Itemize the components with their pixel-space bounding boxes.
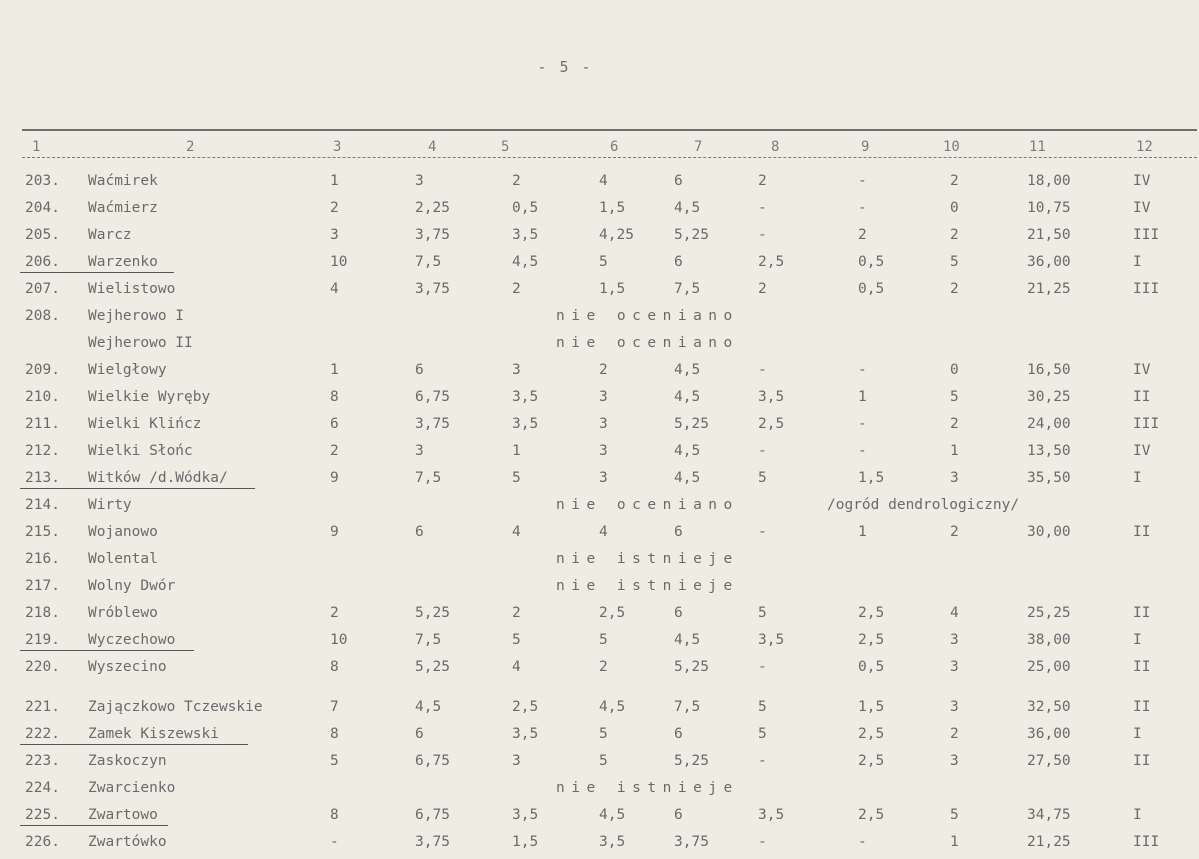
row-number: 222. bbox=[25, 726, 60, 742]
score-col-9: 1,5 bbox=[858, 699, 885, 715]
column-header-1: 1 bbox=[32, 139, 41, 155]
column-header-5: 5 bbox=[501, 139, 510, 155]
score-col-12: III bbox=[1133, 416, 1160, 432]
score-col-6: 5 bbox=[599, 726, 608, 742]
score-col-4: 2,25 bbox=[415, 200, 450, 216]
score-col-12: II bbox=[1133, 389, 1151, 405]
score-col-9: 0,5 bbox=[858, 254, 885, 270]
row-number: 206. bbox=[25, 254, 60, 270]
table-row bbox=[0, 492, 1199, 518]
table-row bbox=[0, 330, 1199, 356]
score-col-8: - bbox=[758, 659, 767, 675]
score-col-12: II bbox=[1133, 699, 1151, 715]
table-row bbox=[0, 384, 1199, 410]
score-col-3: 10 bbox=[330, 632, 348, 648]
score-col-3: 2 bbox=[330, 200, 339, 216]
score-col-12: I bbox=[1133, 254, 1142, 270]
score-col-3: 2 bbox=[330, 443, 339, 459]
score-col-5: 1,5 bbox=[512, 834, 539, 850]
score-col-8: 5 bbox=[758, 470, 767, 486]
score-col-10: 2 bbox=[950, 281, 959, 297]
score-col-9: 2,5 bbox=[858, 807, 885, 823]
table-row bbox=[0, 829, 1199, 855]
table-row bbox=[0, 573, 1199, 599]
score-col-11: 25,00 bbox=[1027, 659, 1071, 675]
status-note: nie istnieje bbox=[556, 780, 739, 796]
score-col-3: 6 bbox=[330, 416, 339, 432]
score-col-6: 5 bbox=[599, 632, 608, 648]
score-col-10: 3 bbox=[950, 699, 959, 715]
score-col-8: 2,5 bbox=[758, 416, 785, 432]
score-col-7: 6 bbox=[674, 605, 683, 621]
score-col-5: 3,5 bbox=[512, 726, 539, 742]
score-col-10: 1 bbox=[950, 443, 959, 459]
row-underline bbox=[20, 488, 255, 489]
score-col-5: 3,5 bbox=[512, 389, 539, 405]
score-col-6: 1,5 bbox=[599, 281, 626, 297]
row-number: 224. bbox=[25, 780, 60, 796]
score-col-4: 7,5 bbox=[415, 632, 442, 648]
score-col-6: 2 bbox=[599, 362, 608, 378]
row-number: 216. bbox=[25, 551, 60, 567]
score-col-7: 5,25 bbox=[674, 416, 709, 432]
score-col-5: 4 bbox=[512, 659, 521, 675]
score-col-3: - bbox=[330, 834, 339, 850]
table-row bbox=[0, 303, 1199, 329]
table-row bbox=[0, 357, 1199, 383]
score-col-12: II bbox=[1133, 605, 1151, 621]
score-col-6: 2,5 bbox=[599, 605, 626, 621]
score-col-10: 1 bbox=[950, 834, 959, 850]
estate-name: Zwartówko bbox=[88, 834, 167, 850]
score-col-3: 5 bbox=[330, 753, 339, 769]
score-col-4: 6,75 bbox=[415, 753, 450, 769]
score-col-11: 25,25 bbox=[1027, 605, 1071, 621]
score-col-11: 32,50 bbox=[1027, 699, 1071, 715]
estate-name: Wejherowo II bbox=[88, 335, 193, 351]
score-col-12: IV bbox=[1133, 200, 1151, 216]
score-col-8: 5 bbox=[758, 699, 767, 715]
score-col-10: 0 bbox=[950, 362, 959, 378]
table-row bbox=[0, 802, 1199, 828]
score-col-10: 2 bbox=[950, 227, 959, 243]
table-row bbox=[0, 438, 1199, 464]
score-col-7: 5,25 bbox=[674, 227, 709, 243]
score-col-12: I bbox=[1133, 470, 1142, 486]
score-col-5: 2 bbox=[512, 605, 521, 621]
estate-name: Wirty bbox=[88, 497, 132, 513]
score-col-10: 3 bbox=[950, 659, 959, 675]
score-col-11: 21,50 bbox=[1027, 227, 1071, 243]
score-col-11: 21,25 bbox=[1027, 281, 1071, 297]
estate-name: Zwarcienko bbox=[88, 780, 176, 796]
estate-name: Wyczechowo bbox=[88, 632, 176, 648]
score-col-7: 7,5 bbox=[674, 699, 701, 715]
table-row bbox=[0, 546, 1199, 572]
row-number: 209. bbox=[25, 362, 60, 378]
row-number: 213. bbox=[25, 470, 60, 486]
score-col-6: 2 bbox=[599, 659, 608, 675]
score-col-6: 3 bbox=[599, 443, 608, 459]
score-col-7: 5,25 bbox=[674, 753, 709, 769]
score-col-8: - bbox=[758, 524, 767, 540]
estate-name: Wolny Dwór bbox=[88, 578, 176, 594]
estate-name: Wolental bbox=[88, 551, 158, 567]
score-col-4: 3,75 bbox=[415, 416, 450, 432]
page-number: - 5 - bbox=[537, 58, 593, 76]
score-col-12: I bbox=[1133, 632, 1142, 648]
score-col-3: 8 bbox=[330, 389, 339, 405]
score-col-9: 2,5 bbox=[858, 726, 885, 742]
score-col-9: - bbox=[858, 834, 867, 850]
score-col-9: 1 bbox=[858, 524, 867, 540]
score-col-6: 4 bbox=[599, 173, 608, 189]
estate-name: Wielkie Wyręby bbox=[88, 389, 211, 405]
score-col-11: 16,50 bbox=[1027, 362, 1071, 378]
estate-name: Wejherowo I bbox=[88, 308, 185, 324]
score-col-10: 2 bbox=[950, 726, 959, 742]
score-col-7: 6 bbox=[674, 173, 683, 189]
score-col-3: 1 bbox=[330, 362, 339, 378]
score-col-6: 3 bbox=[599, 416, 608, 432]
row-number: 207. bbox=[25, 281, 60, 297]
score-col-9: 2,5 bbox=[858, 605, 885, 621]
score-col-3: 9 bbox=[330, 524, 339, 540]
score-col-10: 5 bbox=[950, 807, 959, 823]
score-col-5: 4,5 bbox=[512, 254, 539, 270]
row-underline bbox=[20, 744, 248, 745]
score-col-11: 36,00 bbox=[1027, 726, 1071, 742]
score-col-12: III bbox=[1133, 834, 1160, 850]
table-row bbox=[0, 694, 1199, 720]
score-col-9: 2,5 bbox=[858, 632, 885, 648]
score-col-10: 3 bbox=[950, 632, 959, 648]
table-row bbox=[0, 276, 1199, 302]
score-col-6: 4,25 bbox=[599, 227, 634, 243]
score-col-12: III bbox=[1133, 281, 1160, 297]
estate-name: Wielki Słońc bbox=[88, 443, 193, 459]
score-col-4: 6 bbox=[415, 524, 424, 540]
score-col-10: 2 bbox=[950, 524, 959, 540]
score-col-8: - bbox=[758, 443, 767, 459]
score-col-5: 5 bbox=[512, 470, 521, 486]
score-col-10: 2 bbox=[950, 416, 959, 432]
column-header-12: 12 bbox=[1136, 139, 1153, 155]
column-header-3: 3 bbox=[333, 139, 342, 155]
score-col-6: 5 bbox=[599, 254, 608, 270]
column-header-10: 10 bbox=[943, 139, 960, 155]
row-number: 212. bbox=[25, 443, 60, 459]
score-col-7: 6 bbox=[674, 807, 683, 823]
score-col-5: 2,5 bbox=[512, 699, 539, 715]
row-number: 211. bbox=[25, 416, 60, 432]
score-col-11: 36,00 bbox=[1027, 254, 1071, 270]
score-col-8: 3,5 bbox=[758, 389, 785, 405]
score-col-8: 5 bbox=[758, 605, 767, 621]
score-col-7: 4,5 bbox=[674, 632, 701, 648]
row-number: 220. bbox=[25, 659, 60, 675]
table-row bbox=[0, 654, 1199, 680]
score-col-7: 6 bbox=[674, 524, 683, 540]
score-col-4: 6,75 bbox=[415, 389, 450, 405]
table-row bbox=[0, 168, 1199, 194]
table-row bbox=[0, 600, 1199, 626]
score-col-8: 3,5 bbox=[758, 807, 785, 823]
score-col-12: II bbox=[1133, 659, 1151, 675]
score-col-10: 2 bbox=[950, 173, 959, 189]
score-col-6: 4 bbox=[599, 524, 608, 540]
estate-name: Zwartowo bbox=[88, 807, 158, 823]
status-note: nie oceniano bbox=[556, 497, 739, 513]
status-note-extra: /ogród dendrologiczny/ bbox=[827, 497, 1020, 513]
score-col-11: 34,75 bbox=[1027, 807, 1071, 823]
score-col-7: 5,25 bbox=[674, 659, 709, 675]
score-col-3: 4 bbox=[330, 281, 339, 297]
score-col-9: 2,5 bbox=[858, 753, 885, 769]
score-col-5: 3 bbox=[512, 753, 521, 769]
row-number: 218. bbox=[25, 605, 60, 621]
column-header-9: 9 bbox=[861, 139, 870, 155]
score-col-3: 8 bbox=[330, 659, 339, 675]
row-number: 219. bbox=[25, 632, 60, 648]
score-col-5: 3 bbox=[512, 362, 521, 378]
table-row bbox=[0, 519, 1199, 545]
score-col-11: 24,00 bbox=[1027, 416, 1071, 432]
row-number: 210. bbox=[25, 389, 60, 405]
score-col-12: I bbox=[1133, 807, 1142, 823]
score-col-4: 3,75 bbox=[415, 281, 450, 297]
score-col-12: I bbox=[1133, 726, 1142, 742]
row-number: 217. bbox=[25, 578, 60, 594]
score-col-11: 10,75 bbox=[1027, 200, 1071, 216]
score-col-3: 2 bbox=[330, 605, 339, 621]
row-number: 225. bbox=[25, 807, 60, 823]
score-col-6: 3 bbox=[599, 389, 608, 405]
score-col-8: 3,5 bbox=[758, 632, 785, 648]
score-col-11: 27,50 bbox=[1027, 753, 1071, 769]
estate-name: Waćmierz bbox=[88, 200, 158, 216]
score-col-5: 4 bbox=[512, 524, 521, 540]
column-header-7: 7 bbox=[694, 139, 703, 155]
score-col-10: 3 bbox=[950, 753, 959, 769]
score-col-6: 5 bbox=[599, 753, 608, 769]
row-number: 203. bbox=[25, 173, 60, 189]
score-col-9: - bbox=[858, 200, 867, 216]
score-col-6: 1,5 bbox=[599, 200, 626, 216]
score-col-9: 0,5 bbox=[858, 659, 885, 675]
score-col-3: 8 bbox=[330, 726, 339, 742]
score-col-11: 30,25 bbox=[1027, 389, 1071, 405]
score-col-7: 6 bbox=[674, 254, 683, 270]
score-col-5: 0,5 bbox=[512, 200, 539, 216]
row-underline bbox=[20, 272, 174, 273]
score-col-5: 1 bbox=[512, 443, 521, 459]
score-col-5: 2 bbox=[512, 173, 521, 189]
score-col-3: 3 bbox=[330, 227, 339, 243]
table-row bbox=[0, 627, 1199, 653]
score-col-10: 4 bbox=[950, 605, 959, 621]
score-col-10: 0 bbox=[950, 200, 959, 216]
score-col-11: 38,00 bbox=[1027, 632, 1071, 648]
estate-name: Wielki Klińcz bbox=[88, 416, 202, 432]
row-number: 204. bbox=[25, 200, 60, 216]
score-col-4: 3,75 bbox=[415, 834, 450, 850]
score-col-11: 18,00 bbox=[1027, 173, 1071, 189]
row-number: 226. bbox=[25, 834, 60, 850]
row-underline bbox=[20, 825, 168, 826]
score-col-5: 5 bbox=[512, 632, 521, 648]
score-col-11: 30,00 bbox=[1027, 524, 1071, 540]
score-col-9: - bbox=[858, 416, 867, 432]
score-col-7: 7,5 bbox=[674, 281, 701, 297]
row-number: 221. bbox=[25, 699, 60, 715]
score-col-9: - bbox=[858, 443, 867, 459]
score-col-12: III bbox=[1133, 227, 1160, 243]
score-col-10: 5 bbox=[950, 389, 959, 405]
estate-name: Wielgłowy bbox=[88, 362, 167, 378]
score-col-6: 4,5 bbox=[599, 699, 626, 715]
estate-name: Wielistowo bbox=[88, 281, 176, 297]
score-col-9: - bbox=[858, 173, 867, 189]
table-row bbox=[0, 222, 1199, 248]
score-col-4: 4,5 bbox=[415, 699, 442, 715]
score-col-8: 5 bbox=[758, 726, 767, 742]
score-col-8: 2,5 bbox=[758, 254, 785, 270]
score-col-8: - bbox=[758, 362, 767, 378]
score-col-12: IV bbox=[1133, 443, 1151, 459]
estate-name: Wyszecino bbox=[88, 659, 167, 675]
score-col-9: 1,5 bbox=[858, 470, 885, 486]
score-col-9: 2 bbox=[858, 227, 867, 243]
score-col-6: 3,5 bbox=[599, 834, 626, 850]
score-col-4: 5,25 bbox=[415, 659, 450, 675]
estate-name: Zaskoczyn bbox=[88, 753, 167, 769]
status-note: nie istnieje bbox=[556, 551, 739, 567]
score-col-7: 4,5 bbox=[674, 362, 701, 378]
score-col-12: IV bbox=[1133, 362, 1151, 378]
score-col-4: 6 bbox=[415, 726, 424, 742]
score-col-10: 5 bbox=[950, 254, 959, 270]
estate-name: Warcz bbox=[88, 227, 132, 243]
table-row bbox=[0, 249, 1199, 275]
estate-name: Zajączkowo Tczewskie bbox=[88, 699, 263, 715]
row-number: 223. bbox=[25, 753, 60, 769]
score-col-5: 3,5 bbox=[512, 227, 539, 243]
score-col-12: II bbox=[1133, 524, 1151, 540]
score-col-3: 9 bbox=[330, 470, 339, 486]
estate-name: Waćmirek bbox=[88, 173, 158, 189]
score-col-4: 6,75 bbox=[415, 807, 450, 823]
estate-name: Warzenko bbox=[88, 254, 158, 270]
status-note: nie oceniano bbox=[556, 335, 739, 351]
score-col-8: - bbox=[758, 227, 767, 243]
score-col-11: 35,50 bbox=[1027, 470, 1071, 486]
score-col-5: 2 bbox=[512, 281, 521, 297]
table-row bbox=[0, 195, 1199, 221]
status-note: nie oceniano bbox=[556, 308, 739, 324]
score-col-3: 8 bbox=[330, 807, 339, 823]
score-col-4: 7,5 bbox=[415, 254, 442, 270]
table-row bbox=[0, 721, 1199, 747]
score-col-4: 7,5 bbox=[415, 470, 442, 486]
score-col-4: 3 bbox=[415, 173, 424, 189]
column-header-8: 8 bbox=[771, 139, 780, 155]
score-col-3: 10 bbox=[330, 254, 348, 270]
score-col-3: 7 bbox=[330, 699, 339, 715]
score-col-7: 3,75 bbox=[674, 834, 709, 850]
score-col-8: - bbox=[758, 753, 767, 769]
score-col-8: - bbox=[758, 834, 767, 850]
score-col-4: 5,25 bbox=[415, 605, 450, 621]
score-col-10: 3 bbox=[950, 470, 959, 486]
score-col-12: IV bbox=[1133, 173, 1151, 189]
score-col-12: II bbox=[1133, 753, 1151, 769]
column-header-4: 4 bbox=[428, 139, 437, 155]
score-col-5: 3,5 bbox=[512, 416, 539, 432]
score-col-4: 6 bbox=[415, 362, 424, 378]
header-rule-bottom bbox=[22, 157, 1197, 158]
score-col-8: 2 bbox=[758, 173, 767, 189]
table-row bbox=[0, 775, 1199, 801]
score-col-9: 1 bbox=[858, 389, 867, 405]
row-number: 214. bbox=[25, 497, 60, 513]
estate-name: Wojanowo bbox=[88, 524, 158, 540]
table-row bbox=[0, 465, 1199, 491]
row-number: 205. bbox=[25, 227, 60, 243]
score-col-8: 2 bbox=[758, 281, 767, 297]
score-col-8: - bbox=[758, 200, 767, 216]
table-row bbox=[0, 411, 1199, 437]
row-number: 215. bbox=[25, 524, 60, 540]
estate-name: Zamek Kiszewski bbox=[88, 726, 219, 742]
score-col-7: 4,5 bbox=[674, 389, 701, 405]
row-number: 208. bbox=[25, 308, 60, 324]
status-note: nie istnieje bbox=[556, 578, 739, 594]
header-rule-top bbox=[22, 129, 1197, 131]
score-col-7: 4,5 bbox=[674, 200, 701, 216]
score-col-6: 4,5 bbox=[599, 807, 626, 823]
column-header-6: 6 bbox=[610, 139, 619, 155]
score-col-7: 6 bbox=[674, 726, 683, 742]
score-col-5: 3,5 bbox=[512, 807, 539, 823]
score-col-11: 21,25 bbox=[1027, 834, 1071, 850]
table-row bbox=[0, 748, 1199, 774]
score-col-7: 4,5 bbox=[674, 443, 701, 459]
score-col-9: 0,5 bbox=[858, 281, 885, 297]
score-col-4: 3 bbox=[415, 443, 424, 459]
score-col-6: 3 bbox=[599, 470, 608, 486]
score-col-4: 3,75 bbox=[415, 227, 450, 243]
column-header-2: 2 bbox=[186, 139, 195, 155]
row-underline bbox=[20, 650, 194, 651]
score-col-3: 1 bbox=[330, 173, 339, 189]
column-header-11: 11 bbox=[1029, 139, 1046, 155]
score-col-9: - bbox=[858, 362, 867, 378]
score-col-7: 4,5 bbox=[674, 470, 701, 486]
estate-name: Wróblewo bbox=[88, 605, 158, 621]
score-col-11: 13,50 bbox=[1027, 443, 1071, 459]
estate-name: Witków /d.Wódka/ bbox=[88, 470, 228, 486]
